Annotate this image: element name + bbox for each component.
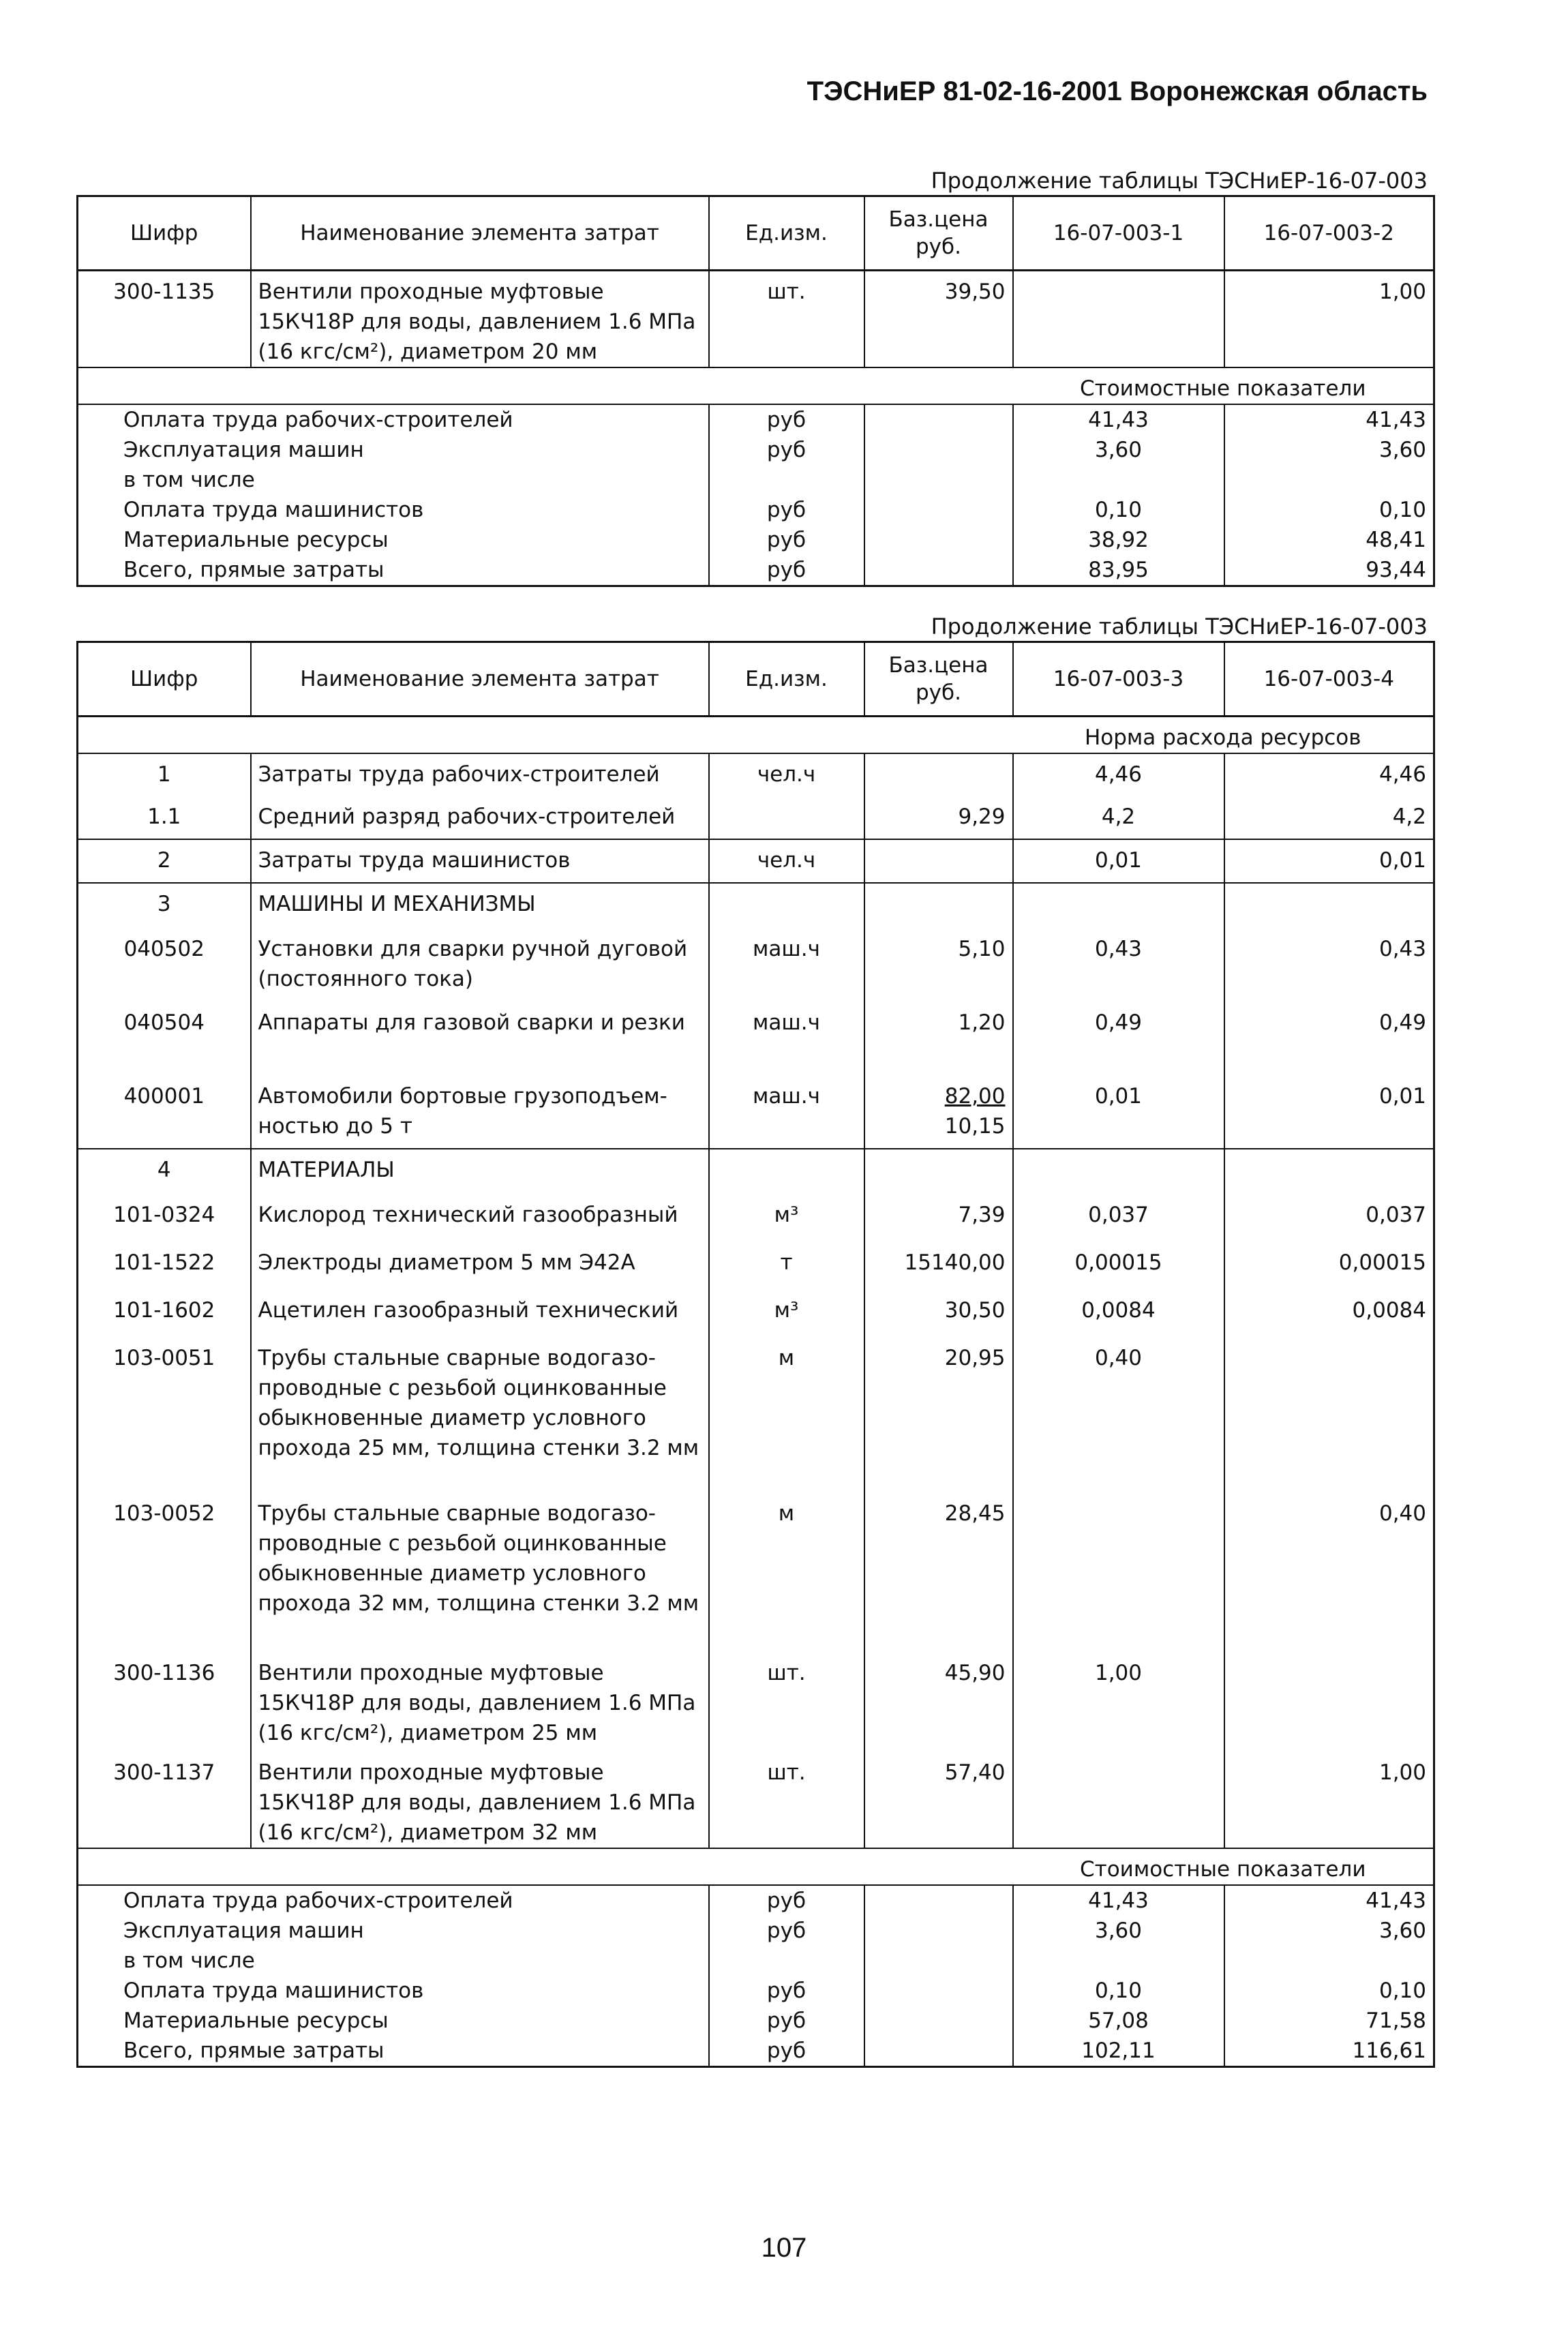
row-name: Трубы стальные сварные водогазо-проводные с резьбой оцинкованные обыкновенные диаметр условного прохода 32 мм, толщина стенки 3.2 мм xyxy=(251,1493,709,1653)
cost-unit: руб xyxy=(709,495,864,525)
cost-header: Стоимостные показатели xyxy=(1013,367,1434,404)
cost-value-a: 41,43 xyxy=(1013,404,1224,435)
row-value-b: 4,2 xyxy=(1224,796,1434,839)
table-row xyxy=(78,929,1434,1002)
row-code: 040502 xyxy=(78,929,251,1002)
row-value-a: 0,01 xyxy=(1013,1076,1224,1149)
header-col-a: 16-07-003-1 xyxy=(1013,196,1224,271)
row-value-a xyxy=(1013,271,1224,368)
row-price-value: 82,00 xyxy=(944,1084,1006,1109)
cost-unit: руб xyxy=(709,1885,864,1916)
cost-name: Оплата труда рабочих-строителей xyxy=(78,404,709,435)
row-code: 2 xyxy=(78,839,251,883)
cost-name: в том числе xyxy=(78,1946,709,1976)
row-unit xyxy=(709,796,864,839)
cost-unit: руб xyxy=(709,2036,864,2067)
row-value-b: 0,037 xyxy=(1224,1194,1434,1242)
row-price-value: 7,39 xyxy=(958,1203,1006,1227)
cost-price-empty xyxy=(864,1916,1013,1946)
row-code: 300-1137 xyxy=(78,1752,251,1848)
row-price xyxy=(864,1338,1013,1493)
row-code: 4 xyxy=(78,1149,251,1194)
row-unit: шт. xyxy=(709,271,864,368)
row-value-b: 0,01 xyxy=(1224,839,1434,883)
cost-value-a: 0,10 xyxy=(1013,495,1224,525)
row-unit: м xyxy=(709,1338,864,1493)
row-name: Вентили проходные муфтовые 15КЧ18Р для воды, давлением 1.6 МПа (16 кгс/см²), диаметром 20 мм xyxy=(251,271,709,368)
cost-value-b: 41,43 xyxy=(1224,404,1434,435)
cost-name: в том числе xyxy=(78,465,709,495)
row-price-value: 5,10 xyxy=(958,937,1006,961)
cost-value-a: 3,60 xyxy=(1013,435,1224,465)
cost-value-b: 0,10 xyxy=(1224,1976,1434,2006)
row-code: 040504 xyxy=(78,1002,251,1076)
cost-name: Оплата труда машинистов xyxy=(78,1976,709,2006)
norm-header: Норма расхода ресурсов xyxy=(1013,717,1434,754)
cost-name: Материальные ресурсы xyxy=(78,525,709,555)
cost-value-a xyxy=(1013,465,1224,495)
header-price: Баз.цена руб. xyxy=(864,642,1013,717)
cost-price-empty xyxy=(864,435,1013,465)
row-code: 300-1135 xyxy=(78,271,251,368)
row-value-a xyxy=(1013,883,1224,929)
cost-unit: руб xyxy=(709,2006,864,2036)
row-code: 103-0051 xyxy=(78,1338,251,1493)
cost-row xyxy=(78,465,1434,495)
row-name: Затраты труда машинистов xyxy=(251,839,709,883)
table-row xyxy=(78,753,1434,796)
document-title: ТЭСНиЕР 81-02-16-2001 Воронежская область xyxy=(806,76,1428,106)
row-name: Кислород технический газообразный xyxy=(251,1194,709,1242)
row-code: 101-1522 xyxy=(78,1242,251,1290)
header-col-b: 16-07-003-2 xyxy=(1224,196,1434,271)
cost-row xyxy=(78,555,1434,586)
row-unit: маш.ч xyxy=(709,1076,864,1149)
row-price xyxy=(864,883,1013,929)
row-price xyxy=(864,1002,1013,1076)
row-value-b xyxy=(1224,1149,1434,1194)
row-name: Установки для сварки ручной дуговой (постоянного тока) xyxy=(251,929,709,1002)
row-price xyxy=(864,929,1013,1002)
table-row xyxy=(78,1242,1434,1290)
cost-unit: руб xyxy=(709,1916,864,1946)
table1-header-row xyxy=(78,196,1434,271)
row-value-a: 0,01 xyxy=(1013,839,1224,883)
row-name: Вентили проходные муфтовые 15КЧ18Р для воды, давлением 1.6 МПа (16 кгс/см²), диаметром 25 мм xyxy=(251,1653,709,1752)
cost-value-a: 102,11 xyxy=(1013,2036,1224,2067)
row-code: 1 xyxy=(78,753,251,796)
header-name: Наименование элемента затрат xyxy=(251,642,709,717)
row-unit: чел.ч xyxy=(709,839,864,883)
cost-price-empty xyxy=(864,2036,1013,2067)
row-unit: м xyxy=(709,1493,864,1653)
resource-table-1 xyxy=(76,195,1435,587)
row-price xyxy=(864,1752,1013,1848)
row-value-b: 4,46 xyxy=(1224,753,1434,796)
row-value-b: 0,01 xyxy=(1224,1076,1434,1149)
table2-costs xyxy=(78,1848,1434,2067)
row-unit: м³ xyxy=(709,1194,864,1242)
row-value-b xyxy=(1224,1338,1434,1493)
row-value-a: 0,037 xyxy=(1013,1194,1224,1242)
row-name: Ацетилен газообразный технический xyxy=(251,1290,709,1338)
cost-price-empty xyxy=(864,555,1013,586)
cost-price-empty xyxy=(864,495,1013,525)
row-value-a: 0,0084 xyxy=(1013,1290,1224,1338)
cost-value-b: 3,60 xyxy=(1224,435,1434,465)
cost-price-empty xyxy=(864,1885,1013,1916)
row-price-value: 30,50 xyxy=(944,1298,1006,1323)
table1-caption: Продолжение таблицы ТЭСНиЕР-16-07-003 xyxy=(931,168,1428,194)
row-value-b: 1,00 xyxy=(1224,271,1434,368)
row-price xyxy=(864,1076,1013,1149)
cost-name: Эксплуатация машин xyxy=(78,1916,709,1946)
row-value-b: 0,43 xyxy=(1224,929,1434,1002)
row-name: Электроды диаметром 5 мм Э42А xyxy=(251,1242,709,1290)
row-code: 103-0052 xyxy=(78,1493,251,1653)
cost-price-empty xyxy=(864,1976,1013,2006)
cost-price-empty xyxy=(864,2006,1013,2036)
row-code: 400001 xyxy=(78,1076,251,1149)
header-col-b: 16-07-003-4 xyxy=(1224,642,1434,717)
row-price xyxy=(864,1653,1013,1752)
norm-header-row xyxy=(78,717,1434,754)
cost-row xyxy=(78,1916,1434,1946)
norm-header-spacer xyxy=(78,717,1013,754)
cost-price-empty xyxy=(864,525,1013,555)
row-value-b xyxy=(1224,1653,1434,1752)
table-row xyxy=(78,1194,1434,1242)
table-row xyxy=(78,1752,1434,1848)
table-row xyxy=(78,1002,1434,1076)
table2-header-row xyxy=(78,642,1434,717)
row-value-b: 0,49 xyxy=(1224,1002,1434,1076)
table-row xyxy=(78,839,1434,883)
row-code: 1.1 xyxy=(78,796,251,839)
table2-caption: Продолжение таблицы ТЭСНиЕР-16-07-003 xyxy=(931,614,1428,639)
cost-value-b: 0,10 xyxy=(1224,495,1434,525)
cost-value-b xyxy=(1224,1946,1434,1976)
row-value-a: 4,2 xyxy=(1013,796,1224,839)
table2-rows xyxy=(78,717,1434,1849)
cost-value-a: 57,08 xyxy=(1013,2006,1224,2036)
row-unit: чел.ч xyxy=(709,753,864,796)
row-price-value: 45,90 xyxy=(944,1661,1006,1685)
row-value-b: 0,00015 xyxy=(1224,1242,1434,1290)
row-value-a: 0,40 xyxy=(1013,1338,1224,1493)
row-price-value: 9,29 xyxy=(958,804,1006,829)
cost-row xyxy=(78,2006,1434,2036)
cost-name: Оплата труда рабочих-строителей xyxy=(78,1885,709,1916)
table1-rows xyxy=(78,271,1434,368)
row-price xyxy=(864,1149,1013,1194)
header-code: Шифр xyxy=(78,196,251,271)
row-price-value-2: 10,15 xyxy=(944,1114,1006,1139)
table-row xyxy=(78,1493,1434,1653)
cost-unit: руб xyxy=(709,435,864,465)
table-row xyxy=(78,1290,1434,1338)
row-price-value: 39,50 xyxy=(944,280,1006,304)
row-price xyxy=(864,1493,1013,1653)
row-name: Вентили проходные муфтовые 15КЧ18Р для воды, давлением 1.6 МПа (16 кгс/см²), диаметром 32 мм xyxy=(251,1752,709,1848)
row-unit xyxy=(709,883,864,929)
cost-value-b: 71,58 xyxy=(1224,2006,1434,2036)
row-value-a xyxy=(1013,1149,1224,1194)
header-unit: Ед.изм. xyxy=(709,196,864,271)
cost-row xyxy=(78,404,1434,435)
table-row xyxy=(78,271,1434,368)
row-unit: м³ xyxy=(709,1290,864,1338)
cost-row xyxy=(78,495,1434,525)
row-name: Автомобили бортовые грузоподъем-ностью до 5 т xyxy=(251,1076,709,1149)
cost-unit: руб xyxy=(709,1976,864,2006)
cost-row xyxy=(78,1976,1434,2006)
table-row xyxy=(78,1338,1434,1493)
row-name: Аппараты для газовой сварки и резки xyxy=(251,1002,709,1076)
row-price xyxy=(864,1242,1013,1290)
row-price-value: 57,40 xyxy=(944,1760,1006,1785)
row-unit xyxy=(709,1149,864,1194)
row-value-a: 1,00 xyxy=(1013,1653,1224,1752)
row-price xyxy=(864,271,1013,368)
cost-value-a xyxy=(1013,1946,1224,1976)
row-value-a: 0,43 xyxy=(1013,929,1224,1002)
row-value-b: 0,40 xyxy=(1224,1493,1434,1653)
table1-costs xyxy=(78,367,1434,586)
header-name: Наименование элемента затрат xyxy=(251,196,709,271)
row-unit: маш.ч xyxy=(709,929,864,1002)
row-name: МАШИНЫ И МЕХАНИЗМЫ xyxy=(251,883,709,929)
cost-name: Эксплуатация машин xyxy=(78,435,709,465)
row-unit: шт. xyxy=(709,1752,864,1848)
cost-header-spacer xyxy=(78,367,1013,404)
cost-value-a: 0,10 xyxy=(1013,1976,1224,2006)
row-code: 101-1602 xyxy=(78,1290,251,1338)
resource-table-2 xyxy=(76,641,1435,2068)
row-code: 3 xyxy=(78,883,251,929)
row-price xyxy=(864,1290,1013,1338)
header-unit: Ед.изм. xyxy=(709,642,864,717)
row-price xyxy=(864,839,1013,883)
cost-price-empty xyxy=(864,1946,1013,1976)
cost-header-row xyxy=(78,367,1434,404)
cost-header-row xyxy=(78,1848,1434,1885)
row-value-b: 0,0084 xyxy=(1224,1290,1434,1338)
cost-row xyxy=(78,1885,1434,1916)
cost-price-empty xyxy=(864,465,1013,495)
row-price-value: 20,95 xyxy=(944,1346,1006,1370)
cost-name: Всего, прямые затраты xyxy=(78,555,709,586)
cost-name: Оплата труда машинистов xyxy=(78,495,709,525)
row-value-a xyxy=(1013,1752,1224,1848)
header-code: Шифр xyxy=(78,642,251,717)
row-name: Затраты труда рабочих-строителей xyxy=(251,753,709,796)
row-price xyxy=(864,1194,1013,1242)
cost-value-a: 83,95 xyxy=(1013,555,1224,586)
row-name: Средний разряд рабочих-строителей xyxy=(251,796,709,839)
row-value-b: 1,00 xyxy=(1224,1752,1434,1848)
header-price: Баз.цена руб. xyxy=(864,196,1013,271)
row-price xyxy=(864,753,1013,796)
row-unit: т xyxy=(709,1242,864,1290)
row-name: МАТЕРИАЛЫ xyxy=(251,1149,709,1194)
cost-unit: руб xyxy=(709,525,864,555)
cost-row xyxy=(78,435,1434,465)
cost-row xyxy=(78,525,1434,555)
cost-value-a: 3,60 xyxy=(1013,1916,1224,1946)
table-row xyxy=(78,796,1434,839)
row-value-a: 0,00015 xyxy=(1013,1242,1224,1290)
table-row xyxy=(78,1076,1434,1149)
cost-name: Всего, прямые затраты xyxy=(78,2036,709,2067)
row-value-b xyxy=(1224,883,1434,929)
row-unit: шт. xyxy=(709,1653,864,1752)
row-price xyxy=(864,796,1013,839)
cost-unit: руб xyxy=(709,404,864,435)
page-number: 107 xyxy=(761,2233,807,2263)
cost-unit xyxy=(709,465,864,495)
cost-unit xyxy=(709,1946,864,1976)
cost-value-b: 48,41 xyxy=(1224,525,1434,555)
row-name: Трубы стальные сварные водогазо-проводные с резьбой оцинкованные обыкновенные диаметр условного прохода 25 мм, толщина стенки 3.2 мм xyxy=(251,1338,709,1493)
row-code: 101-0324 xyxy=(78,1194,251,1242)
cost-value-b: 3,60 xyxy=(1224,1916,1434,1946)
row-unit: маш.ч xyxy=(709,1002,864,1076)
table-row xyxy=(78,1149,1434,1194)
row-price-value: 28,45 xyxy=(944,1501,1006,1526)
cost-unit: руб xyxy=(709,555,864,586)
cost-value-a: 38,92 xyxy=(1013,525,1224,555)
cost-row xyxy=(78,1946,1434,1976)
cost-name: Материальные ресурсы xyxy=(78,2006,709,2036)
cost-price-empty xyxy=(864,404,1013,435)
cost-row xyxy=(78,2036,1434,2067)
cost-value-a: 41,43 xyxy=(1013,1885,1224,1916)
row-price-value: 1,20 xyxy=(958,1010,1006,1035)
row-value-a xyxy=(1013,1493,1224,1653)
cost-header-spacer xyxy=(78,1848,1013,1885)
table-row xyxy=(78,883,1434,929)
cost-header: Стоимостные показатели xyxy=(1013,1848,1434,1885)
cost-value-b: 93,44 xyxy=(1224,555,1434,586)
table-row xyxy=(78,1653,1434,1752)
cost-value-b: 116,61 xyxy=(1224,2036,1434,2067)
cost-value-b: 41,43 xyxy=(1224,1885,1434,1916)
header-col-a: 16-07-003-3 xyxy=(1013,642,1224,717)
row-value-a: 0,49 xyxy=(1013,1002,1224,1076)
cost-value-b xyxy=(1224,465,1434,495)
row-price-value: 15140,00 xyxy=(904,1250,1006,1275)
row-code: 300-1136 xyxy=(78,1653,251,1752)
row-value-a: 4,46 xyxy=(1013,753,1224,796)
